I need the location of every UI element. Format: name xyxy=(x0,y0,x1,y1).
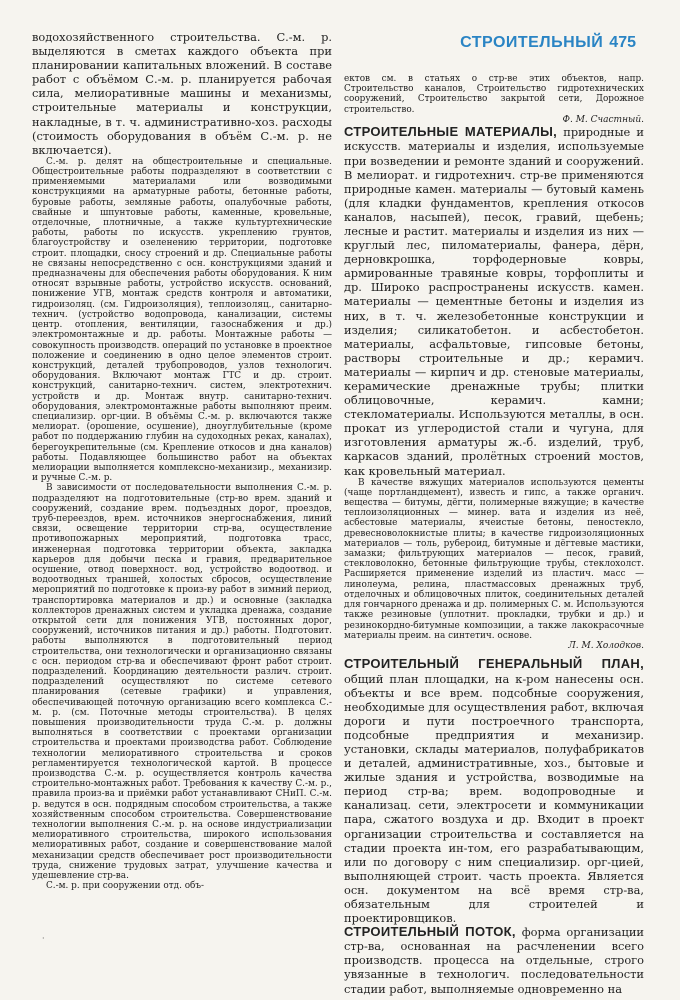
left-column xyxy=(32,30,332,891)
entry-title-genplan: СТРОИТЕЛЬНЫЙ ГЕНЕРАЛЬНЫЙ ПЛАН, xyxy=(344,656,644,672)
entry-title-potok: СТРОИТЕЛЬНЫЙ ПОТОК, xyxy=(344,924,516,940)
left-intro-paragraph: водохозяйственного строительства. С.-м. р. выделяются в сметах каждого объекта при планировании капитальных вложений. В составе работ с объёмом С.-м. р. планируется рабочая сила, мелиоративные машины и механизмы, строительные материалы и конструкции, накладные, в т. ч. административно-хоз. расходы (стоимость оборудования в объём С.-м. р. не включается). xyxy=(32,30,332,157)
entry-text-potok: форма организации стр-ва, основанная на расчленении всего производств. процесса на отдельные, строго увязанные в технологич. последовательности стадии работ, выполняемые одновременно на xyxy=(344,925,644,996)
entry-text-materialy: природные и искусств. материалы и изделия, используемые при возведении и ремонте зданий и сооружений. В мелиорат. и гидротехнич. стр-ве применяются природные камен. материалы — бутовый камень (для кладки фундаментов, крепления откосов каналов, насыпей), песок, гравий, щебень; лесные и растит. материалы и изделия из них — круглый лес, пиломатериалы, фанера, дёрн, дерновкрошка, торфодерновые ковры, армированные травяные ковры, торфоплиты и др. Широко распространены искусств. камен. материалы — цементные бетоны и изделия из них, в т. ч. железобетонные конструкции и изделия; силикатобетон. и асбестобетон. материалы, асфальтовые, гипсовые бетоны, растворы строительные и др.; керамич. материалы — кирпич и др. стеновые материалы, керамические дренажные трубы; плитки облицовочные, керамич. камни; стекломатериалы. Используются металлы, в осн. прокат из углеродистой стали и чугуна, для изготовления арматуры ж.-б. изделий, труб, каркасов зданий, пролётных строений мостов, как кровельный материал. xyxy=(344,125,645,478)
author-signature-2: Л. М. Холодков. xyxy=(568,640,644,651)
header-word: СТРОИТЕЛЬНЫЙ xyxy=(460,34,604,51)
author-signature-1: Ф. М. Счастный. xyxy=(562,114,644,125)
left-paragraph-1: С.-м. р. делят на общестроительные и специальные. Общестроительные работы подразделяют в соответствии с применяемыми материалами или возводимыми конструкциями на арматурные работы, бетонные работы, буровые работы, земляные работы, опалубочные работы, свайные и шпунтовые работы, каменные, кровельные, отделочные, плотничные, а также культуртехнические работы, работы по искусств. укреплению грунтов, благоустройству и озеленению территории, подготовке строит. площадки, сносу строений и др. Специальные работы не связаны непосредственно с осн. конструкциями зданий и предназначены для обеспечения работы оборудования. К ним относят взрывные работы, устройство искусств. оснований, понижение УГВ, монтаж средств контроля и автоматики, гидроизоляц. (см. Гидроизоляция), теплоизоляц., санитарно-технич. (устройство водопровода, канализации, системы центр. отопления, вентиляции, газоснабжения и др.) электромонтажные и др. работы. Монтажные работы — совокупность производств. операций по установке в проектное положение и соединению в одно целое элементов строит. конструкций, деталей трубопроводов, узлов технологич. оборудования. Включают монтаж ГТС и др. строит. конструкций, санитарно-технич. систем, электротехнич. устройств и др. Монтаж внутр. санитарно-технич. оборудования, электромонтажные работы выполняют преим. специализир. орг-ции. В объёмы С.-м. р. включаются также мелиорат. (орошение, осушение), дноуглубительные (кроме работ по поддержанию глубин на судоходных реках, каналах), берегоукрепительные (см. Крепление откосов и дна каналов) работы. Подавляющее большинство работ на объектах мелиорации выполняется комплексно-механизир., механизир. и ручные С.-м. р. xyxy=(32,156,332,484)
left-paragraph-3: С.-м. р. при сооружении отд. объ- xyxy=(46,881,205,892)
entry-potok xyxy=(344,925,644,995)
entry-small-materialy: В качестве вяжущих материалов используются цементы (чаще портландцемент), известь и гипс, а также органич. вещества — битумы, дёгти, полимерные вяжущие; в качестве теплоизоляционных — минер. вата и изделия из неё, асбестовые материалы, ячеистые бетоны, пеностекло, древесноволокнистые плиты; в качестве гидроизоляционных материалов — толь, рубероид, битумные и дёгтевые мастики, замазки; фильтрующих материалов — песок, гравий, стекловолокно, бетонные фильтрующие трубы, стеклохолст. Расширяется применение изделий из пластич. масс — линолеума, релина, пластмассовых дренажных труб, отделочных и облицовочных плиток, соединительных деталей для гончарного дренажа и др. полимерных С. м. Используются также резиновые (уплотнит. прокладки, трубки и др.) и резинокордно-битумные композиции, а также лакокрасочные материалы преим. на синтетич. основе. xyxy=(344,477,644,641)
right-continued-text: ектов см. в статьях о стр-ве этих объектов, напр. Строительство каналов, Строительство гидротехнических сооружений, Строительство закрытой сети, Дорожное строительство. xyxy=(344,74,644,115)
right-column xyxy=(344,74,644,996)
left-paragraph-2: В зависимости от последовательности выполнения С.-м. р. подразделяют на подготовительные (стр-во врем. зданий и сооружений, создание врем. подъездных дорог, проездов, труб-переездов, врем. источников энергоснабжения, линий связи, освещение территории стр-ва, осуществление противопожарных мероприятий, подготовка трасс, инженерная подготовка территории объекта, закладка карьеров для добычи песка и гравия, предварительное осушение, отвод поверхност. вод, устройство водоотвод. и водоотводных траншей, холостых сбросов, осуществление мероприятий по подготовке к произ-ву работ в зимний период, транспортировка материалов и др.) и основные (закладка коллекторов дренажных систем и укладка дренажа, создание открытой сети для понижения УГВ, постоянных дорог, сооружений, источников питания и др.) работы. Подготовит. работы выполняются в подготовительный период строительства, они технологически и организационно связаны с осн. периодом стр-ва и обеспечивают фронт работ строит. подразделений. Координацию деятельности различ. строит. подразделений осуществляют по системе сетевого планирования (сетевые графики) и управления, обеспечивающей поточную организацию всего комплекса С.-м. р. (см. Поточные методы строительства). В целях повышения производительности труда С.-м. р. должны выполняться в соответствии с проектами организации строительства и проектами производства работ. Соблюдение технологии мелиоративного строительства и сроков регламентируется технологической картой. В процессе производства С.-м. р. осуществляется контроль качества строительно-монтажных работ. Требования к качеству С.-м. р., правила произ-ва и приёмки работ устанавливают СНиП. С.-м. р. ведутся в осн. подрядным способом строительства, а также хозяйственным способом строительства. Совершенствование технологии выполнения С.-м. р. на основе индустриализации мелиоративного строительства, широкого использования мелиоративных работ, создание и совершенствование малой механизации средств обеспечивает рост производительности труда, снижение трудовых затрат, улучшение качества и удешевление стр-ва. xyxy=(32,483,332,882)
margin-mark: · xyxy=(42,934,45,943)
entry-stroitelnye-materialy xyxy=(344,125,644,477)
page-number: 475 xyxy=(609,34,636,51)
entry-title-materialy: СТРОИТЕЛЬНЫЕ МАТЕРИАЛЫ, xyxy=(344,124,558,140)
entry-genplan xyxy=(344,657,644,925)
entry-text-genplan: общий план площадки, на к-ром нанесены осн. объекты и все врем. подсобные сооружения, необходимые для осуществления работ, включая дороги и пути построечного транспорта, подсобные предприятия и механизир. установки, склады материалов, полуфабрикатов и деталей, административные, хоз., бытовые и жилые здания и устройства, возводимые на период стр-ва; врем. водопроводные и канализац. сети, электросети и коммуникации пара, сжатого воздуха и др. Входит в проект организации строительства и составляется на стадии проекта ин-том, его разрабатывающим, или по договору с ним специализир. орг-цией, выполняющей строит. часть проекта. Является осн. документом на всё время стр-ва, обязательным для строителей и проектировщиков. xyxy=(344,671,644,926)
running-header xyxy=(460,34,636,52)
